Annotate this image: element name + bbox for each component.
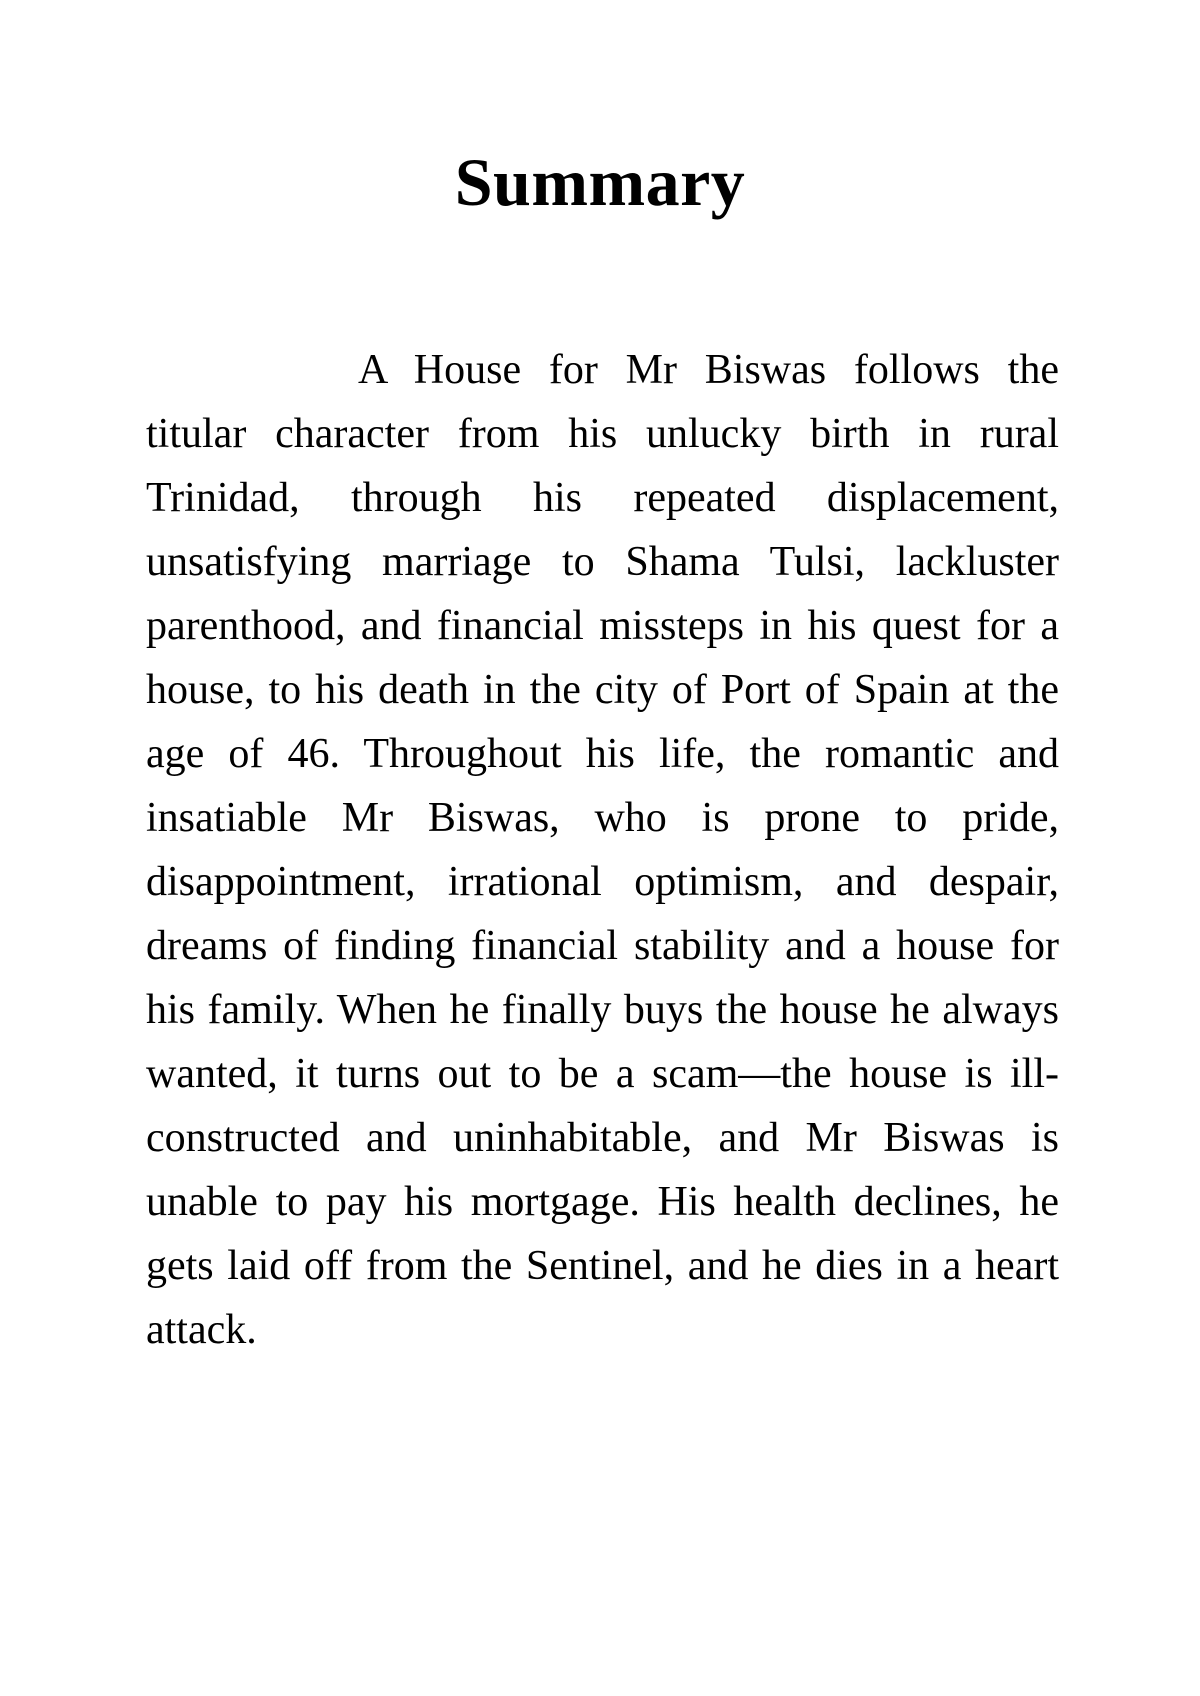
summary-paragraph: A House for Mr Biswas follows the titular character from his unlucky birth in rural Trinidad, through his repeated displacement, unsatisfying marriage to Shama Tulsi, lackluster parenthood, and financial missteps in his quest for a house, to his death in the city of Port of Spain at the age of 46. Throughout his life, the romantic and insatiable Mr Biswas, who is prone to pride, disappointment, irrational optimism, and despair, dreams of finding financial stability and a house for his family. When he finally buys the house he always wanted, it turns out to be a scam—the house is ill-constructed and uninhabitable, and Mr Biswas is unable to pay his mortgage. His health declines, he gets laid off from the Sentinel, and he dies in a heart attack. (146, 347, 1059, 1353)
page-title: Summary (454, 144, 746, 220)
